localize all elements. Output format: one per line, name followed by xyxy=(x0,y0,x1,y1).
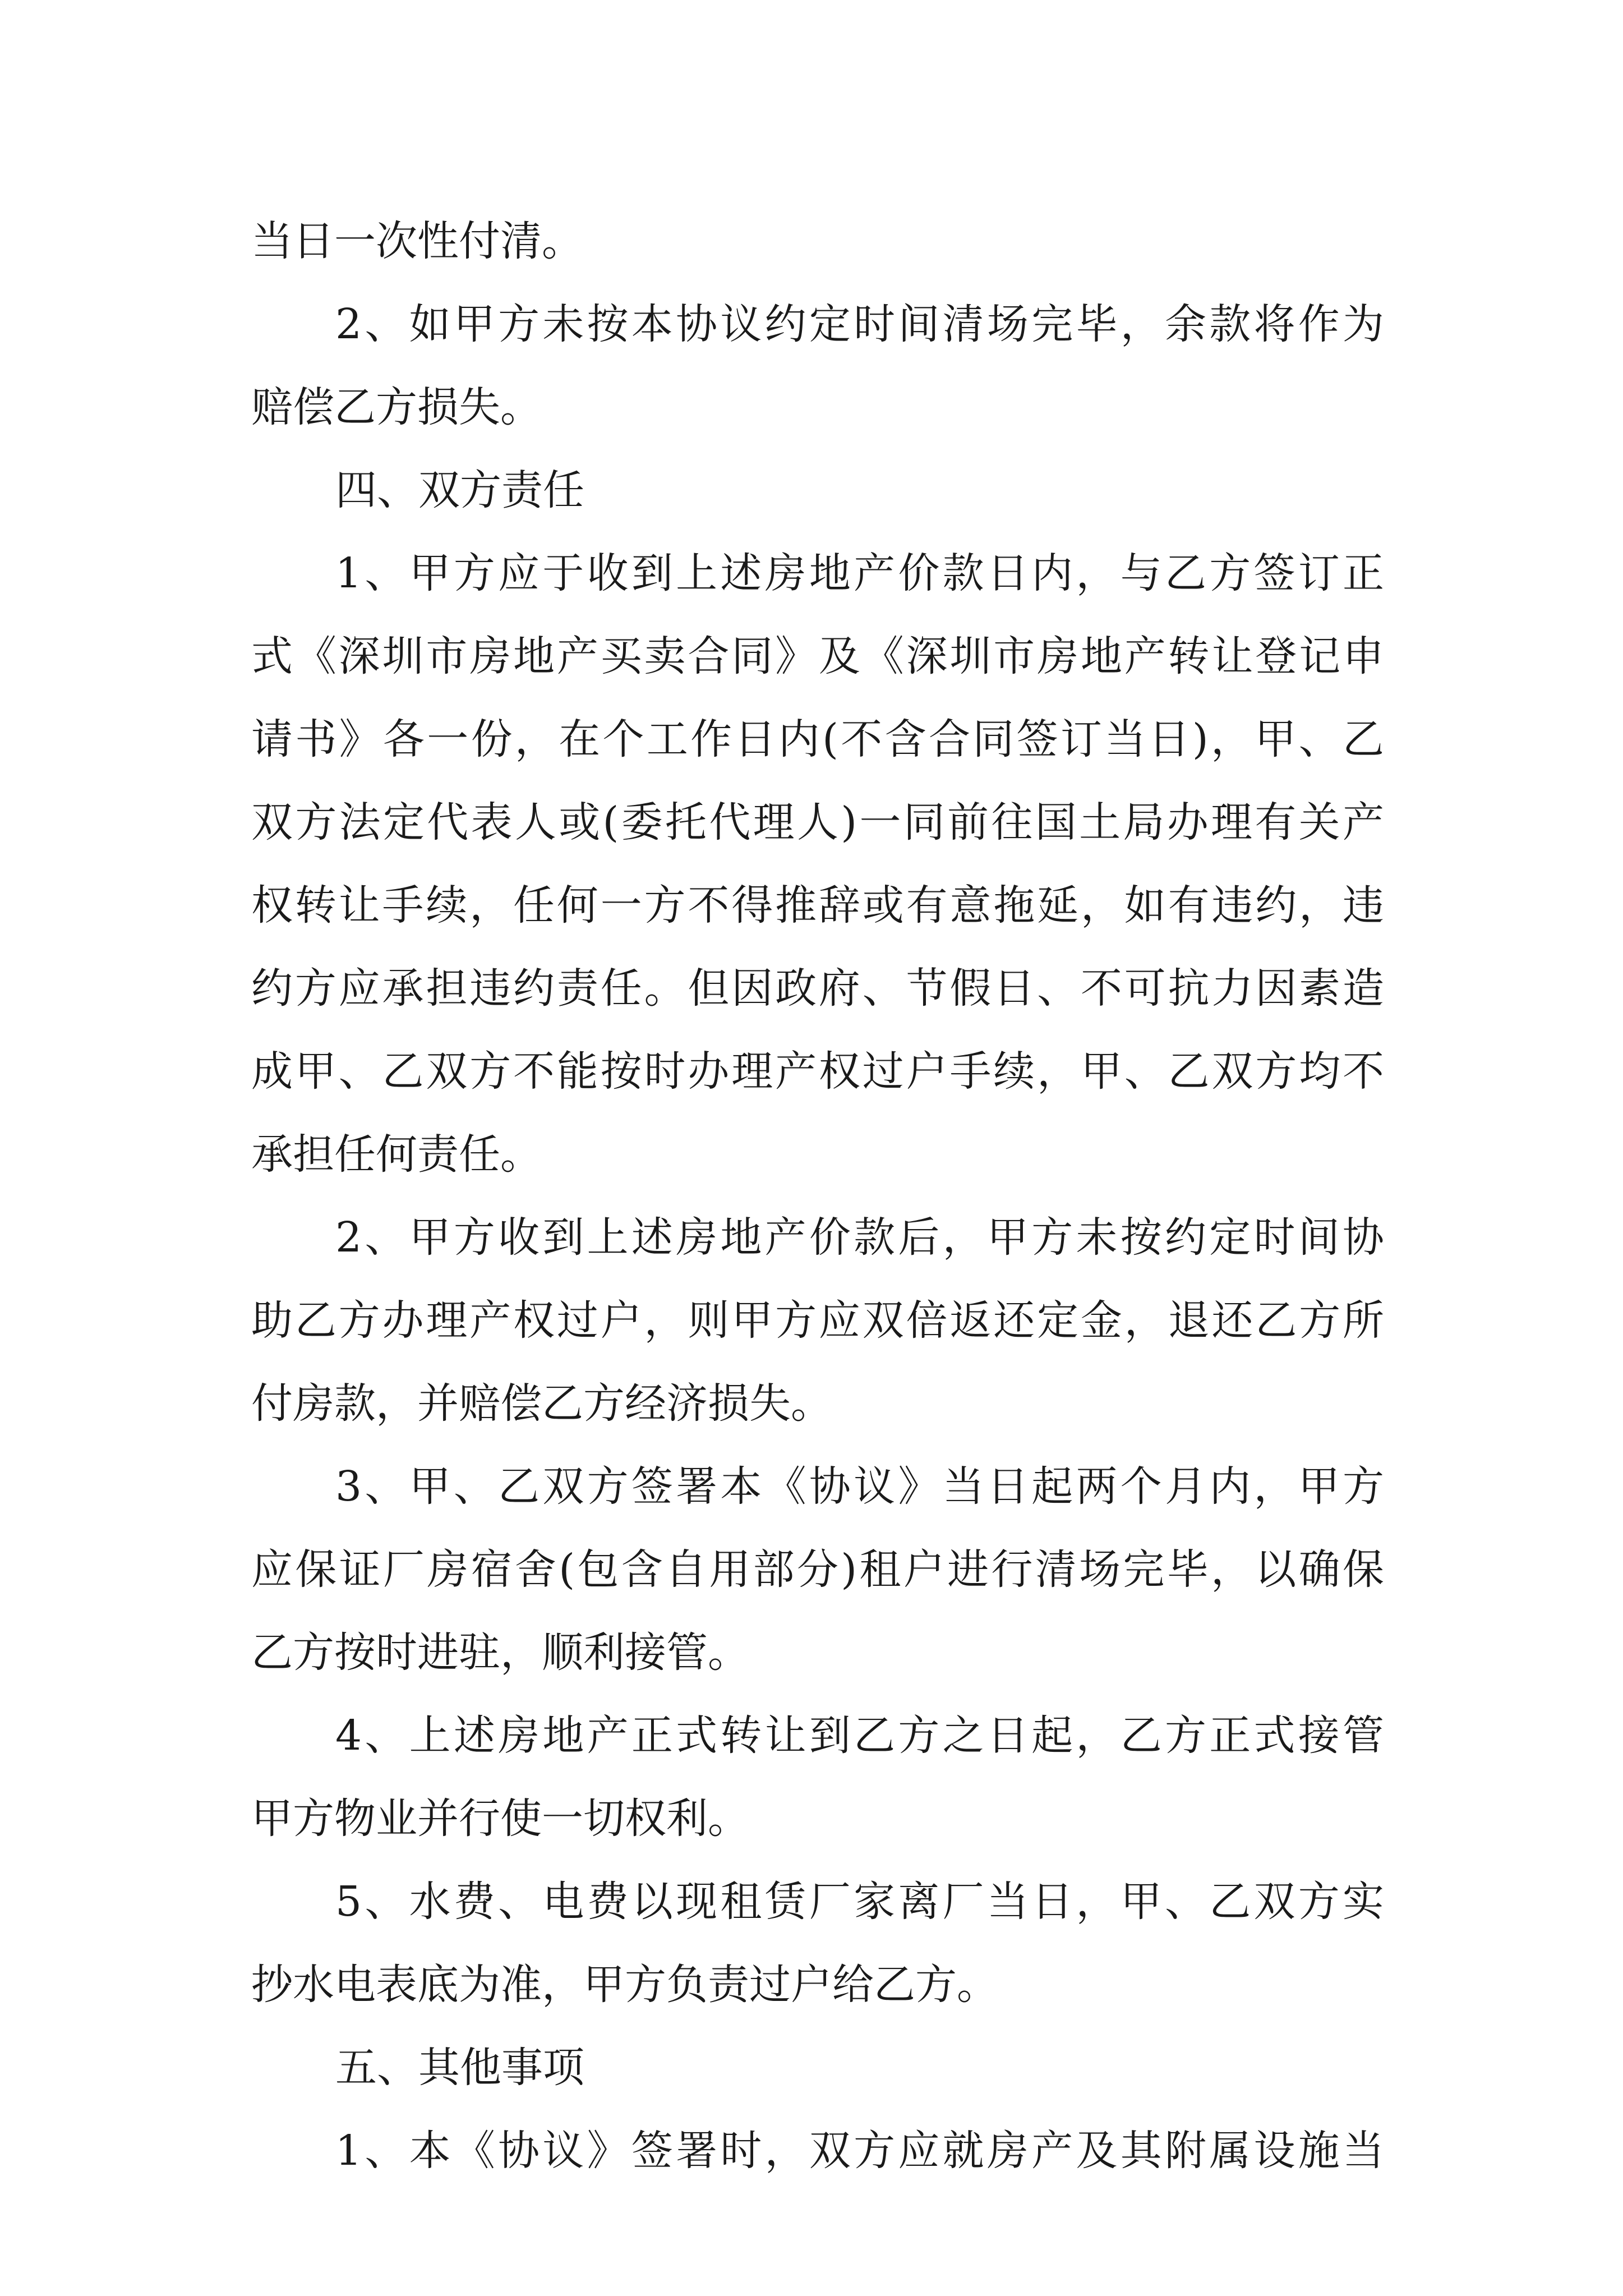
section-heading: 四、双方责任 xyxy=(335,466,584,514)
text-line: 甲方物业并行使一切权利。 xyxy=(251,1795,749,1843)
text-line: 请书》各一份，在个工作日内(不含合同签订当日)，甲、乙 xyxy=(251,715,1384,763)
text-line: 式《深圳市房地产买卖合同》及《深圳市房地产转让登记申 xyxy=(251,632,1384,680)
text-line: 抄水电表底为准，甲方负责过户给乙方。 xyxy=(251,1961,998,2009)
text-line: 赔偿乙方损失。 xyxy=(251,383,542,431)
text-line: 双方法定代表人或(委托代理人)一同前往国土局办理有关产 xyxy=(251,798,1384,846)
text-line: 权转让手续，任何一方不得推辞或有意拖延，如有违约，违 xyxy=(251,881,1384,930)
text-line: 付房款，并赔偿乙方经济损失。 xyxy=(251,1379,832,1428)
text-line: 4、上述房地产正式转让到乙方之日起，乙方正式接管 xyxy=(335,1711,1384,1760)
text-line: 3、甲、乙双方签署本《协议》当日起两个月内，甲方 xyxy=(335,1462,1384,1511)
text-line: 助乙方办理产权过户，则甲方应双倍返还定金，退还乙方所 xyxy=(251,1296,1384,1345)
text-line: 5、水费、电费以现租赁厂家离厂当日，甲、乙双方实 xyxy=(335,1878,1384,1926)
text-line: 承担任何责任。 xyxy=(251,1130,542,1179)
text-line: 应保证厂房宿舍(包含自用部分)租户进行清场完毕，以确保 xyxy=(251,1545,1384,1594)
text-line: 成甲、乙双方不能按时办理产权过户手续，甲、乙双方均不 xyxy=(251,1047,1384,1096)
text-line: 约方应承担违约责任。但因政府、节假日、不可抗力因素造 xyxy=(251,964,1384,1013)
text-line: 1、甲方应于收到上述房地产价款日内，与乙方签订正 xyxy=(335,549,1384,597)
text-line: 乙方按时进驻，顺利接管。 xyxy=(251,1628,749,1677)
section-heading: 五、其他事项 xyxy=(335,2044,584,2092)
text-line: 当日一次性付清。 xyxy=(251,217,583,265)
text-line: 2、甲方收到上述房地产价款后，甲方未按约定时间协 xyxy=(335,1213,1384,1262)
text-line: 2、如甲方未按本协议约定时间清场完毕，余款将作为 xyxy=(335,300,1384,348)
text-line: 1、本《协议》签署时，双方应就房产及其附属设施当 xyxy=(335,2127,1384,2175)
